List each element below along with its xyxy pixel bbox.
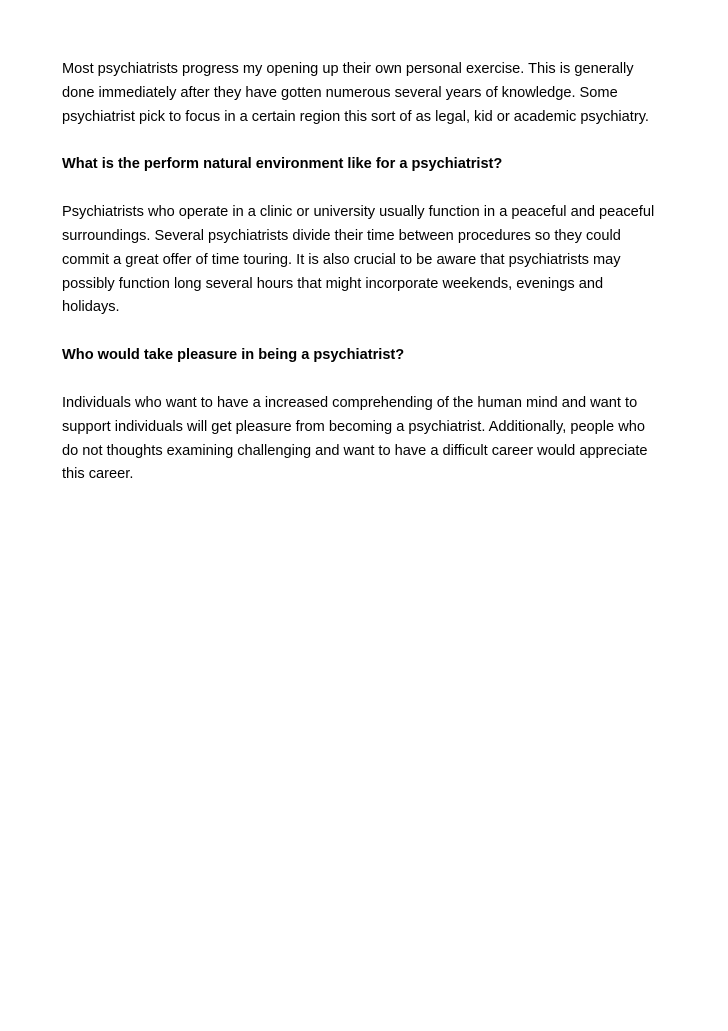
text-line: surroundings. Several psychiatrists divide their time between procedures so they could	[62, 227, 621, 244]
paragraph-intro	[62, 58, 666, 129]
paragraph-spacer	[62, 129, 666, 153]
paragraph-spacer	[62, 368, 666, 392]
text-line: this career.	[62, 466, 134, 483]
paragraph-who-would-enjoy	[62, 392, 666, 487]
paragraph-spacer	[62, 177, 666, 201]
text-line: Psychiatrists who operate in a clinic or university usually function in a peaceful and peaceful	[62, 204, 655, 221]
text-line: psychiatrist pick to focus in a certain region this sort of as legal, kid or academic psychiatry.	[62, 108, 649, 125]
section-heading-who-would-enjoy: Who would take pleasure in being a psychiatrist?	[62, 347, 405, 364]
text-line: possibly function long several hours that might incorporate weekends, evenings and	[62, 275, 604, 292]
paragraph-spacer	[62, 320, 666, 344]
paragraph-work-environment	[62, 201, 666, 320]
text-line: holidays.	[62, 299, 120, 316]
text-line: done immediately after they have gotten numerous several years of knowledge. Some	[62, 84, 618, 101]
text-line: Individuals who want to have a increased comprehending of the human mind and want to	[62, 394, 638, 411]
text-line: support individuals will get pleasure from becoming a psychiatrist. Additionally, people who	[62, 418, 645, 435]
section-heading-work-environment: What is the perform natural environment like for a psychiatrist?	[62, 156, 503, 173]
text-line: Most psychiatrists progress my opening up their own personal exercise. This is generally	[62, 61, 634, 77]
text-line: do not thoughts examining challenging and want to have a difficult career would appreciate	[62, 442, 648, 459]
text-line: commit a great offer of time touring. It is also crucial to be aware that psychiatrists may	[62, 251, 621, 268]
document-body	[62, 58, 666, 487]
